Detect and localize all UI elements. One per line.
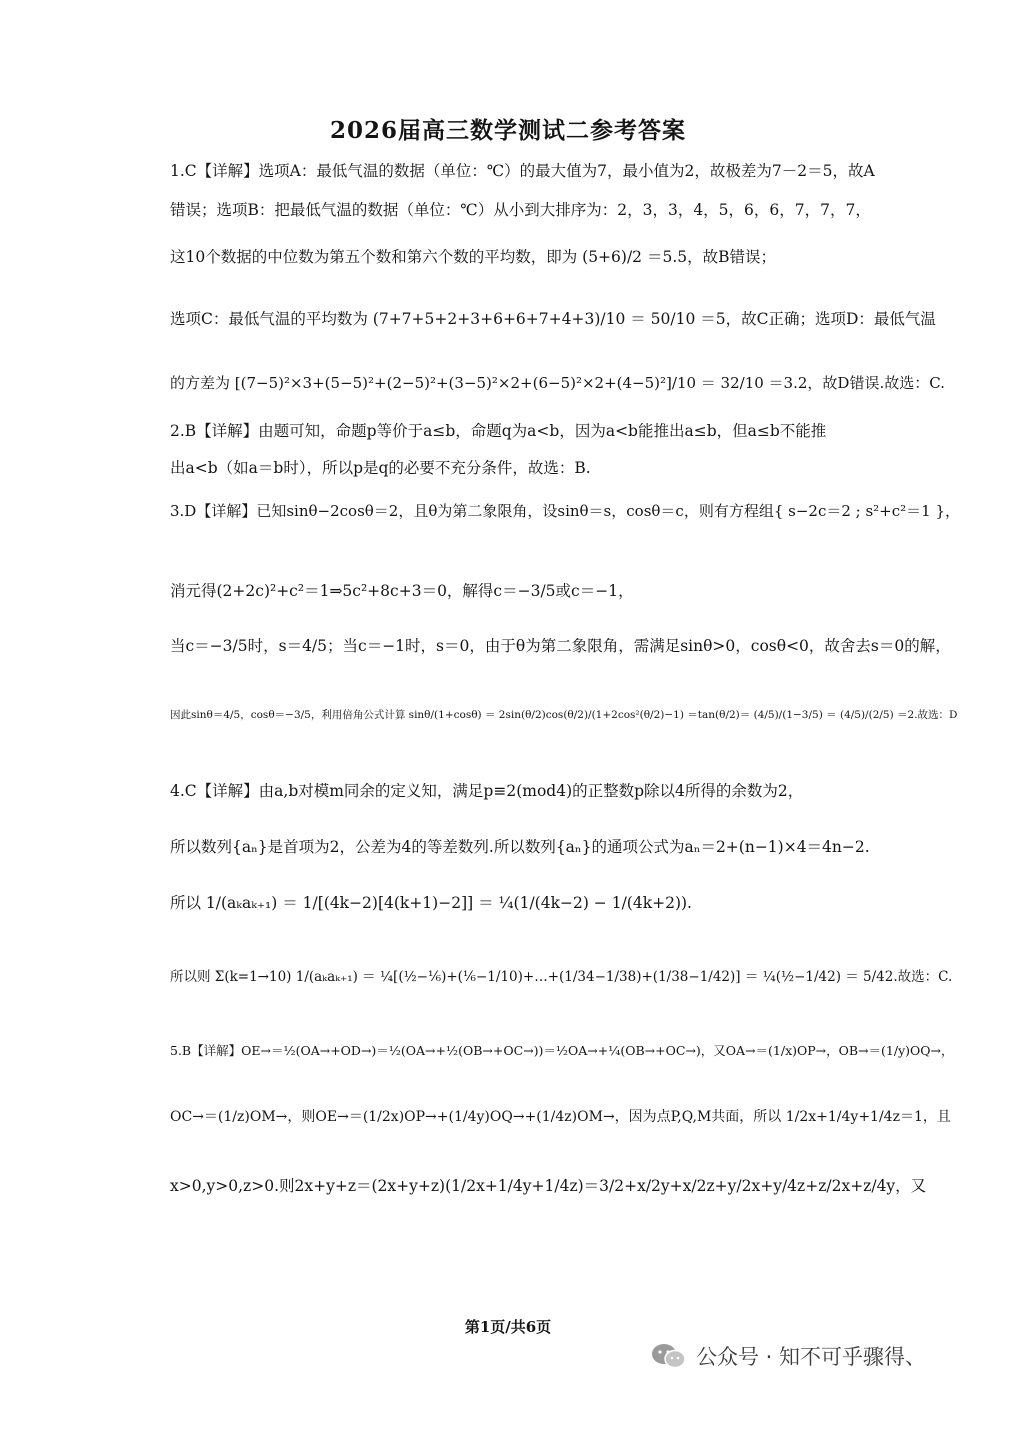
text-line: 1.C【详解】选项A：最低气温的数据（单位：℃）的最大值为7，最小值为2，故极差为7－2＝5，故A	[170, 162, 875, 180]
text-line: 3.D【详解】已知sinθ−2cosθ＝2，且θ为第二象限角，设sinθ＝s，cosθ＝c，则有方程组{ s−2c＝2 ; s²+c²＝1 }，	[170, 502, 961, 520]
text-line: 出a<b（如a＝b时），所以p是q的必要不充分条件，故选：B.	[170, 459, 591, 477]
watermark-text: 公众号 · 知不可乎骤得、	[696, 1345, 927, 1369]
text-line: 选项C：最低气温的平均数为 (7+7+5+2+3+6+6+7+4+3)/10 ＝ 50/10 ＝5，故C正确；选项D：最低气温	[170, 310, 936, 328]
text-line: 这10个数据的中位数为第五个数和第六个数的平均数，即为 (5+6)/2 ＝5.5，故B错误；	[170, 248, 777, 266]
text-line: x>0,y>0,z>0.则2x+y+z＝(2x+y+z)(1/2x+1/4y+1/4z)＝3/2+x/2y+x/2z+y/2x+y/4z+z/2x+z/4y，又	[170, 1177, 927, 1195]
watermark	[650, 1342, 926, 1370]
text-line: 所以 1/(aₖaₖ₊₁) ＝ 1/[(4k−2)[4(k+1)−2]] ＝ ¼(1/(4k−2) − 1/(4k+2)).	[170, 894, 692, 912]
text-line: 的方差为 [(7−5)²×3+(5−5)²+(2−5)²+(3−5)²×2+(6−5)²×2+(4−5)²]/10 ＝ 32/10 ＝3.2，故D错误.故选：C.	[170, 374, 945, 392]
text-line: 所以则 Σ(k=1→10) 1/(aₖaₖ₊₁) ＝ ¼[(½−⅙)+(⅙−1/10)+…+(1/34−1/38)+(1/38−1/42)] ＝ ¼(½−1/42) ＝ 5/42.故选：C.	[170, 969, 953, 985]
text-line: 2.B【详解】由题可知，命题p等价于a≤b，命题q为a<b，因为a<b能推出a≤b，但a≤b不能推	[170, 422, 827, 440]
text-line: 当c＝−3/5时，s＝4/5；当c＝−1时，s＝0，由于θ为第二象限角，需满足sinθ>0，cosθ<0，故舍去s＝0的解，	[170, 637, 951, 655]
text-line: 因此sinθ＝4/5，cosθ＝−3/5，利用倍角公式计算 sinθ/(1+cosθ) ＝ 2sin(θ/2)cos(θ/2)/(1+2cos²(θ/2)−1) ＝tan(θ/2)＝ (4/5)/(1−3/5) ＝ (4/5)/(2/5) ＝2.故选：D	[170, 709, 958, 721]
page-title: 2026届高三数学测试二参考答案	[329, 117, 686, 144]
page-footer: 第1页/共6页	[464, 1318, 552, 1336]
text-line: 4.C【详解】由a,b对模m同余的定义知，满足p≡2(mod4)的正整数p除以4所得的余数为2，	[170, 782, 804, 800]
text-line: OC→＝(1/z)OM→，则OE→＝(1/2x)OP→+(1/4y)OQ→+(1/4z)OM→，因为点P,Q,M共面，所以 1/2x+1/4y+1/4z＝1，且	[170, 1109, 951, 1125]
text-line: 5.B【详解】OE→＝½(OA→+OD→)＝½(OA→+½(OB→+OC→))＝½OA→+¼(OB→+OC→)，又OA→＝(1/x)OP→，OB→＝(1/y)OQ→，	[170, 1043, 954, 1058]
text-line: 错误；选项B：把最低气温的数据（单位：℃）从小到大排序为：2，3，3，4，5，6，6，7，7，7，	[170, 201, 871, 219]
text-line: 所以数列{aₙ}是首项为2，公差为4的等差数列.所以数列{aₙ}的通项公式为aₙ＝2+(n−1)×4＝4n−2.	[170, 838, 870, 856]
wechat-icon	[650, 1342, 688, 1370]
text-line: 消元得(2+2c)²+c²＝1⇒5c²+8c+3＝0，解得c＝−3/5或c＝−1，	[170, 582, 634, 600]
